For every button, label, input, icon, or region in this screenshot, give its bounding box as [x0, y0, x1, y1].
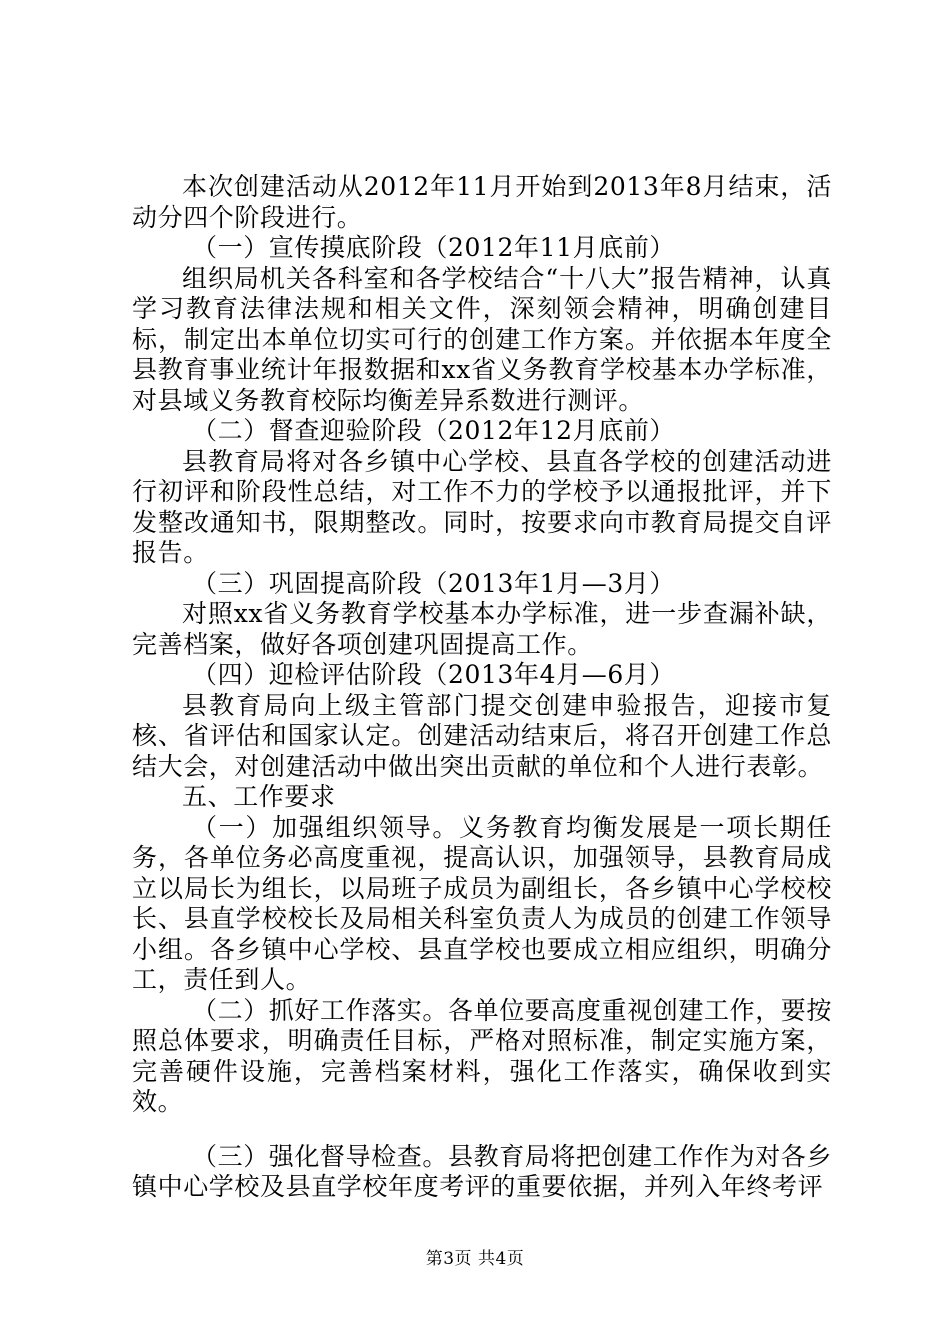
stage-2-body: 县教育局将对各乡镇中心学校、县直各学校的创建活动进行初评和阶段性总结，对工作不力的学校予以通报批评，并下发整改通知书，限期整改。同时，按要求向市教育局提交自评报告。 [132, 446, 832, 567]
requirement-1-paragraph: （一）加强组织领导。义务教育均衡发展是一项长期任务，各单位务必高度重视，提高认识，加强领导，县教育局成立以局长为组长，以局班子成员为副组长，各乡镇中心学校校长、县直学校校长及局相关科室负责人为成员的创建工作领导小组。各乡镇中心学校、县直学校也要成立相应组织，明确分工，责任到人。 [132, 812, 832, 994]
document-body [132, 172, 832, 1203]
requirement-3-paragraph: （三）强化督导检查。县教育局将把创建工作作为对各乡镇中心学校及县直学校年度考评的重要依据，并列入年终考评 [132, 1141, 833, 1201]
stage-2-heading: （二）督查迎验阶段（2012年12月底前） [192, 416, 676, 445]
page-number-footer: 第3页 共4页 [425, 1249, 525, 1269]
paragraph-schedule-intro: 本次创建活动从2012年11月开始到2013年8月结束，活动分四个阶段进行。 [132, 172, 832, 232]
stage-1-heading: （一）宣传摸底阶段（2012年11月底前） [192, 233, 676, 262]
stage-3-body: 对照xx省义务教育学校基本办学标准，进一步查漏补缺，完善档案，做好各项创建巩固提高工作。 [132, 599, 832, 659]
section-5-heading: 五、工作要求 [182, 782, 336, 811]
stage-1-body: 组织局机关各科室和各学校结合“十八大”报告精神，认真学习教育法律法规和相关文件，深刻领会精神，明确创建目标，制定出本单位切实可行的创建工作方案。并依据本年度全县教育事业统计年报数据和xx省义务教育学校基本办学标准，对县域义务教育校际均衡差异系数进行测评。 [132, 263, 832, 415]
stage-4-body: 县教育局向上级主管部门提交创建申验报告，迎接市复核、省评估和国家认定。创建活动结束后，将召开创建工作总结大会，对创建活动中做出突出贡献的单位和个人进行表彰。 [132, 690, 832, 781]
stage-4-heading: （四）迎检评估阶段（2013年4月—6月） [192, 660, 676, 689]
requirement-2-paragraph: （二）抓好工作落实。各单位要高度重视创建工作，要按照总体要求，明确责任目标，严格对照标准，制定实施方案，完善硬件设施，完善档案材料，强化工作落实，确保收到实效。 [132, 995, 833, 1116]
stage-3-heading: （三）巩固提高阶段（2013年1月—3月） [192, 568, 676, 598]
